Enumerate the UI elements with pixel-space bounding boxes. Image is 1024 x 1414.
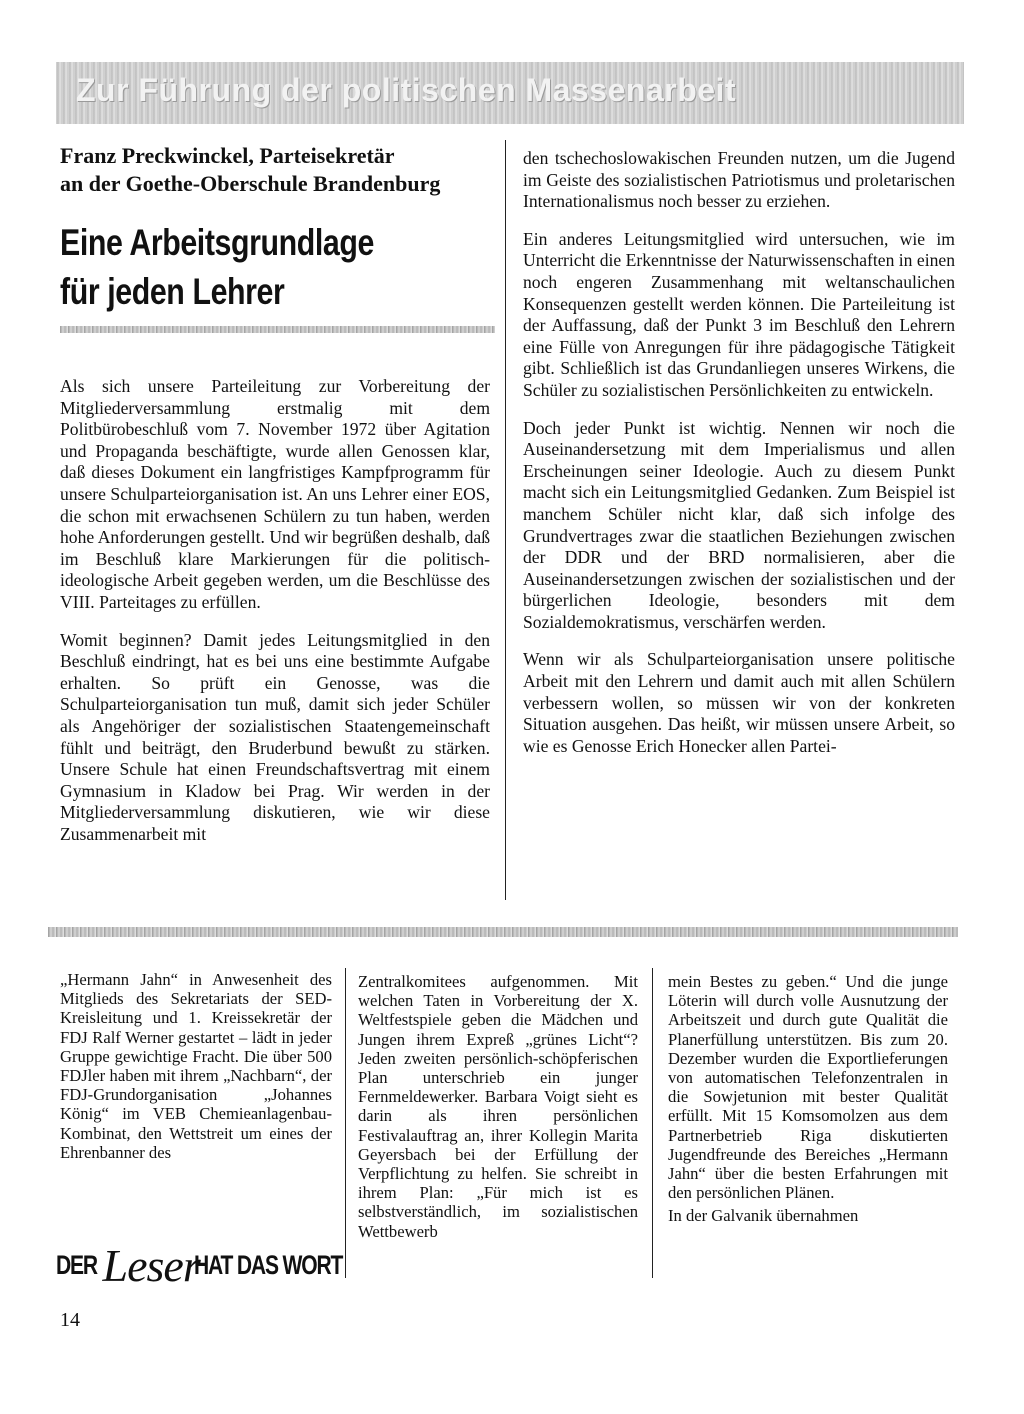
author-byline bbox=[60, 142, 500, 198]
author-line-1: Franz Preckwinckel, Parteisekretär bbox=[60, 143, 395, 168]
article-paragraph: Als sich unsere Parteileitung zur Vorbereitung der Mitgliederversammlung erstmalig mit dem Politbürobeschluß vom 7. November 1972 über Agitation und Propaganda beschäftigte, wurde allen Genossen klar, daß dieses Dokument ein langfristiges Kampfprogramm für unsere Schulparteiorganisation ist. An uns Lehrer einer EOS, die schon mit erwachsenen Schülern zu tun haben, werden hohe Anforderungen gestellt. Und wir begrüßen deshalb, daß im Beschluß klare Markierungen für die politisch-ideologische Arbeit gegeben werden, um die Beschlüsse des VIII. Parteitages zu erfüllen. bbox=[60, 376, 490, 612]
headline-line-2: für jeden Lehrer bbox=[60, 271, 285, 312]
leser-logo bbox=[56, 1235, 342, 1295]
reader-column-3 bbox=[668, 972, 948, 1226]
section-banner bbox=[56, 62, 964, 124]
reader-column-divider bbox=[345, 968, 346, 1278]
headline-line-1: Eine Arbeitsgrundlage bbox=[60, 222, 374, 263]
article-paragraph: Wenn wir als Schulparteiorganisation unsere politische Arbeit mit den Lehrern und damit auch mit allen Schülern verbessern wollen, so müssen wir von der konkreten Situation ausgehen. Das heißt, wir müssen unsere Arbeit, so wie es Genosse Erich Honecker allen Partei- bbox=[523, 649, 955, 756]
reader-column-1 bbox=[60, 970, 332, 1162]
column-divider bbox=[505, 140, 506, 900]
reader-paragraph: mein Bestes zu geben.“ Und die junge Löterin will durch volle Ausnutzung der Arbeitszeit und durch gute Qualität die Planerfüllung unterstützen. Bis zum 20. Dezember wurden die Exportlieferungen von automatischen Telefonzentralen in die Sowjetunion mit bester Qualität erfüllt. Mit 15 Komsomolzen aus dem Partnerbetrieb Riga diskutierten Jugendfreunde des Bereiches „Hermann Jahn“ über die besten Erfahrungen mit den persönlichen Plänen. bbox=[668, 972, 948, 1203]
article-right-column bbox=[523, 148, 955, 757]
section-separator bbox=[48, 927, 958, 937]
reader-paragraph: „Hermann Jahn“ in Anwesenheit des Mitglieds des Sekretariats der SED-Kreisleitung und 1. Kreissekretär der FDJ Ralf Werner gestartet – lädt in jeder Gruppe gewichtige Fracht. Die über 500 FDJler haben mit ihrem „Nachbarn“, der FDJ-Grundorganisation „Johannes König“ im VEB Chemieanlagenbau-Kombinat, den Wettstreit um eines der Ehrenbanner des bbox=[60, 970, 332, 1162]
reader-paragraph: Zentralkomitees aufgenommen. Mit welchen Taten in Vorbereitung der X. Weltfestspiele geben die Mädchen und Jungen ihrem Expreß „grünes Licht“? Jeden zweiten persönlich-schöpferischen Plan unterschrieb ein junger Fernmeldewerker. Barbara Voigt sieht es darin als ihren persönlichen Festivalauftrag an, ihrer Kollegin Marita Geyersbach bei der Erfüllung der Verpflichtung zu helfen. Sie schreibt in ihrem Plan: „Für mich ist es selbstverständlich, im sozialistischen Wettbewerb bbox=[358, 972, 638, 1241]
article-paragraph: Ein anderes Leitungsmitglied wird untersuchen, wie im Unterricht die Erkenntnisse der Naturwissenschaften in einen noch engeren Zusammenhang mit weltanschaulichen Konsequenzen gestellt werden können. Die Parteileitung ist der Auffassung, daß der Punkt 3 im Beschluß den Lehrern eine Fülle von Anregungen für ihre pädagogische Tätigkeit gibt. Schließlich ist das Grundanliegen unseres Wirkens, die Schüler zu sozialistischen Persönlichkeiten zu entwickeln. bbox=[523, 228, 955, 400]
article-headline bbox=[60, 218, 421, 316]
article-paragraph: den tschechoslowakischen Freunden nutzen, um die Jugend im Geiste des sozialistischen Patriotismus und proletarischen Internationalismus noch besser zu erziehen. bbox=[523, 148, 955, 212]
reader-column-2 bbox=[358, 972, 638, 1241]
headline-rule bbox=[60, 326, 495, 333]
reader-column-divider bbox=[652, 968, 653, 1278]
article-paragraph: Womit beginnen? Damit jedes Leitungsmitglied in den Beschluß eindringt, hat es bei uns eine bestimmte Aufgabe erhalten. So prüft ein Genosse, was die Schulparteiorganisation tun muß, damit sich jeder Schüler als Angehöriger der sozialistischen Staatengemeinschaft fühlt und beiträgt, den Bruderbund bewußt zu stärken. Unsere Schule hat einen Freundschaftsvertrag mit einem Gymnasium in Kladow bei Prag. Wir werden in der Mitgliederversammlung diskutieren, wie wir diese Zusammenarbeit mit bbox=[60, 629, 490, 844]
page-number: 14 bbox=[60, 1309, 80, 1331]
article-left-column bbox=[60, 376, 490, 845]
leser-logo-right: HAT DAS WORT bbox=[193, 1249, 342, 1280]
banner-title: Zur Führung der politischen Massenarbeit bbox=[76, 72, 737, 108]
leser-logo-left: DER bbox=[56, 1249, 97, 1280]
reader-paragraph: In der Galvanik übernahmen bbox=[668, 1206, 859, 1226]
leser-logo-script: Leser bbox=[102, 1239, 200, 1291]
article-paragraph: Doch jeder Punkt ist wichtig. Nennen wir noch die Auseinandersetzung mit dem Imperialismus und allen Erscheinungen seiner Ideologie. Auch zu diesem Punkt macht sich ein Leitungsmitglied Gedanken. Zum Beispiel ist manchem Schüler nicht klar, daß sich infolge des Grundvertrages zwar die staatlichen Beziehungen zwischen der DDR und der BRD normalisieren, aber die Auseinandersetzungen zwischen der sozialistischen und der bürgerlichen Ideologie, besonders mit dem Sozialdemokratismus, verschärfen werden. bbox=[523, 417, 955, 632]
author-line-2: an der Goethe-Oberschule Brandenburg bbox=[60, 171, 441, 196]
